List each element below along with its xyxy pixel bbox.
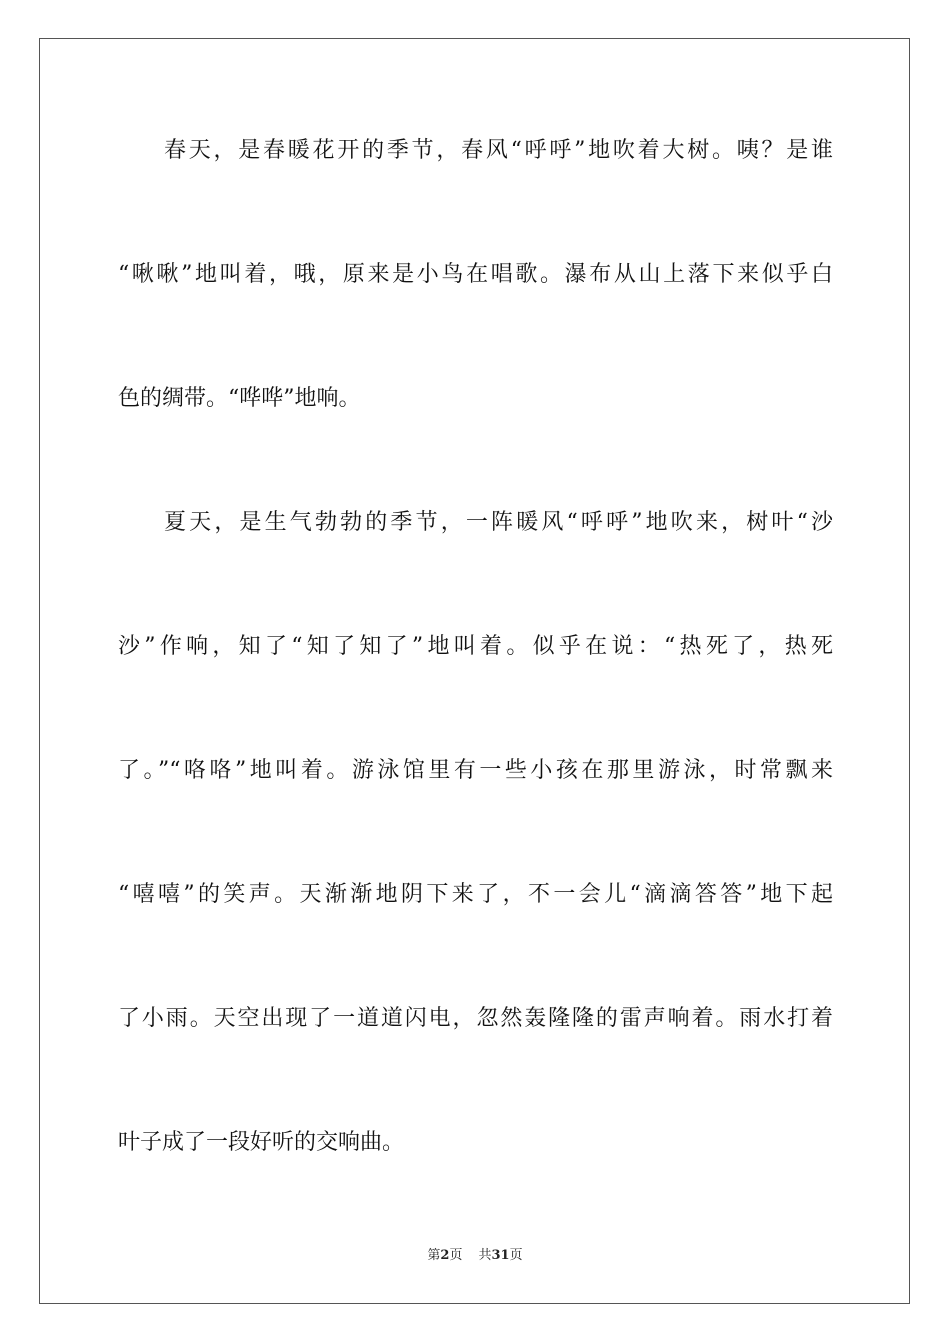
total-prefix: 共 [478, 1248, 492, 1263]
page-prefix: 第 [427, 1248, 441, 1263]
page-footer [0, 1247, 950, 1265]
paragraph-2-line-6: 叶子成了一段好听的交响曲。 [118, 1130, 405, 1155]
paragraph-2-line-4: “嘻嘻”的笑声。天渐渐地阴下来了，不一会儿“滴滴答答”地下起 [118, 882, 833, 907]
page-border [39, 38, 910, 1304]
paragraph-2-line-3: 了。”“咯咯”地叫着。游泳馆里有一些小孩在那里游泳，时常飘来 [118, 758, 833, 783]
paragraph-2-line-5: 了小雨。天空出现了一道道闪电，忽然轰隆隆的雷声响着。雨水打着 [118, 1006, 833, 1031]
paragraph-2-line-2: 沙”作响，知了“知了知了”地叫着。似乎在说：“热死了，热死 [118, 634, 833, 659]
total-suffix: 页 [509, 1248, 523, 1263]
page-number: 2 [440, 1248, 450, 1263]
total-pages: 31 [491, 1248, 510, 1263]
paragraph-1-line-3: 色的绸带。“哗哗”地响。 [118, 386, 361, 411]
paragraph-1-line-1: 春天，是春暖花开的季节，春风“呼呼”地吹着大树。咦？是谁 [164, 138, 833, 163]
page-suffix: 页 [449, 1248, 463, 1263]
paragraph-2-line-1: 夏天，是生气勃勃的季节，一阵暖风“呼呼”地吹来，树叶“沙 [164, 510, 833, 535]
paragraph-1-line-2: “啾啾”地叫着，哦，原来是小鸟在唱歌。瀑布从山上落下来似乎白 [118, 262, 833, 287]
